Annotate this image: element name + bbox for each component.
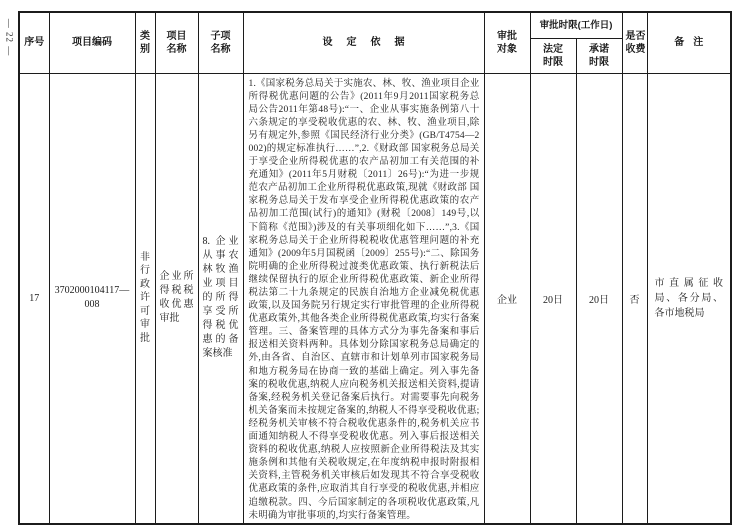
col-header-subitem-name: 子项名称 <box>198 12 243 73</box>
cell-setting-basis: 1.《国家税务总局关于实施农、林、牧、渔业项目企业所得税优惠问题的公告》(2011年9月2011国家税务总局公告2011年第48号):“一、企业从事实施条例第八十六条规定的享受税收优惠的农、林、牧、渔业项目,除另有规定外,参照《国民经济行业分类》(GB/T4754—2002)的规定标准执行……”,2.《财政部 国家税务总局关于享受企业所得税优惠的农产品初加工有关范围的补充通知》(2011年5月财税〔2011〕26号):“为进一步规范农产品初加工企业所得税优惠政策,现就《财政部 国家税务总局关于发布享受企业所得税优惠政策的农产品初加工范围(试行)的通知》(财税〔2008〕149号,以下简称《范围》)涉及的有关事项细化如下……”,3.《国家税务总局关于企业所得税税收优惠管理问题的补充通知》(2009年5月国税函〔2009〕255号):“二、除国务院明确的企业所得税过渡类优惠政策、执行新税法后继续保留执行的原企业所得税优惠政策、新企业所得税法第二十九条规定的民族自治地方企业减免税优惠政策,以及国务院另行规定实行审批管理的企业所得税优惠政策外,其他各类企业所得税优惠政策,均实行备案管理。三、备案管理的具体方式分为事先备案和事后报送相关资料两种。具体划分除国家税务总局确定的外,由各省、自治区、直辖市和计划单列市国家税务局和地方税务局在协商一致的基础上确定。列入事先备案的税收优惠,纳税人应向税务机关报送相关资料,提请备案,经税务机关登记备案后执行。对需要事先向税务机关备案而未按规定备案的,纳税人不得享受税收优惠;经税务机关审核不符合税收优惠条件的,税务机关应书面通知纳税人不得享受税收优惠。列入事后报送相关资料的税收优惠,纳税人应按照新企业所得税法及其实施条例和其他有关税收规定,在年度纳税申报时附报相关资料,主管税务机关审核后如发现其不符合享受税收优惠政策的条件,应取消其自行享受的税收优惠,并相应追缴税款。四、今后国家制定的各项税收优惠政策,凡未明确为审批事项的,均实行备案管理。 <box>243 73 484 524</box>
col-header-serial: 序号 <box>19 12 49 73</box>
cell-subitem-name: 8. 企业从事农林牧渔业项目的所得享受所得税优惠的备案核准 <box>198 73 243 524</box>
cell-approval-object: 企业 <box>484 73 530 524</box>
col-header-approval-object: 审批对象 <box>484 12 530 73</box>
col-header-fee-charged: 是否收费 <box>622 12 647 73</box>
cell-promised-time-limit: 20日 <box>576 73 622 524</box>
col-header-statutory-time-limit: 法定时限 <box>530 38 576 73</box>
col-header-approval-time-limit-group: 审批时限(工作日) <box>530 12 622 38</box>
col-header-promised-time-limit: 承诺时限 <box>576 38 622 73</box>
cell-statutory-time-limit: 20日 <box>530 73 576 524</box>
col-header-remarks: 备注 <box>647 12 731 73</box>
table-header <box>19 12 731 73</box>
cell-fee-charged: 否 <box>622 73 647 524</box>
table-row <box>19 73 731 524</box>
approval-items-table <box>18 11 732 525</box>
cell-category: 非行政许可审批 <box>135 73 155 524</box>
col-header-project-code: 项目编码 <box>49 12 135 73</box>
cell-project-name: 企业所得税税收优惠审批 <box>155 73 198 524</box>
cell-remarks: 市直属征收局、各分局、各市地税局 <box>647 73 731 524</box>
col-header-setting-basis: 设定依据 <box>243 12 484 73</box>
col-header-category: 类别 <box>135 12 155 73</box>
col-header-project-name: 项目名称 <box>155 12 198 73</box>
cell-serial: 17 <box>19 73 49 524</box>
cell-project-code: 3702000104117—008 <box>49 73 135 524</box>
page-number: — 22 — <box>4 18 15 57</box>
